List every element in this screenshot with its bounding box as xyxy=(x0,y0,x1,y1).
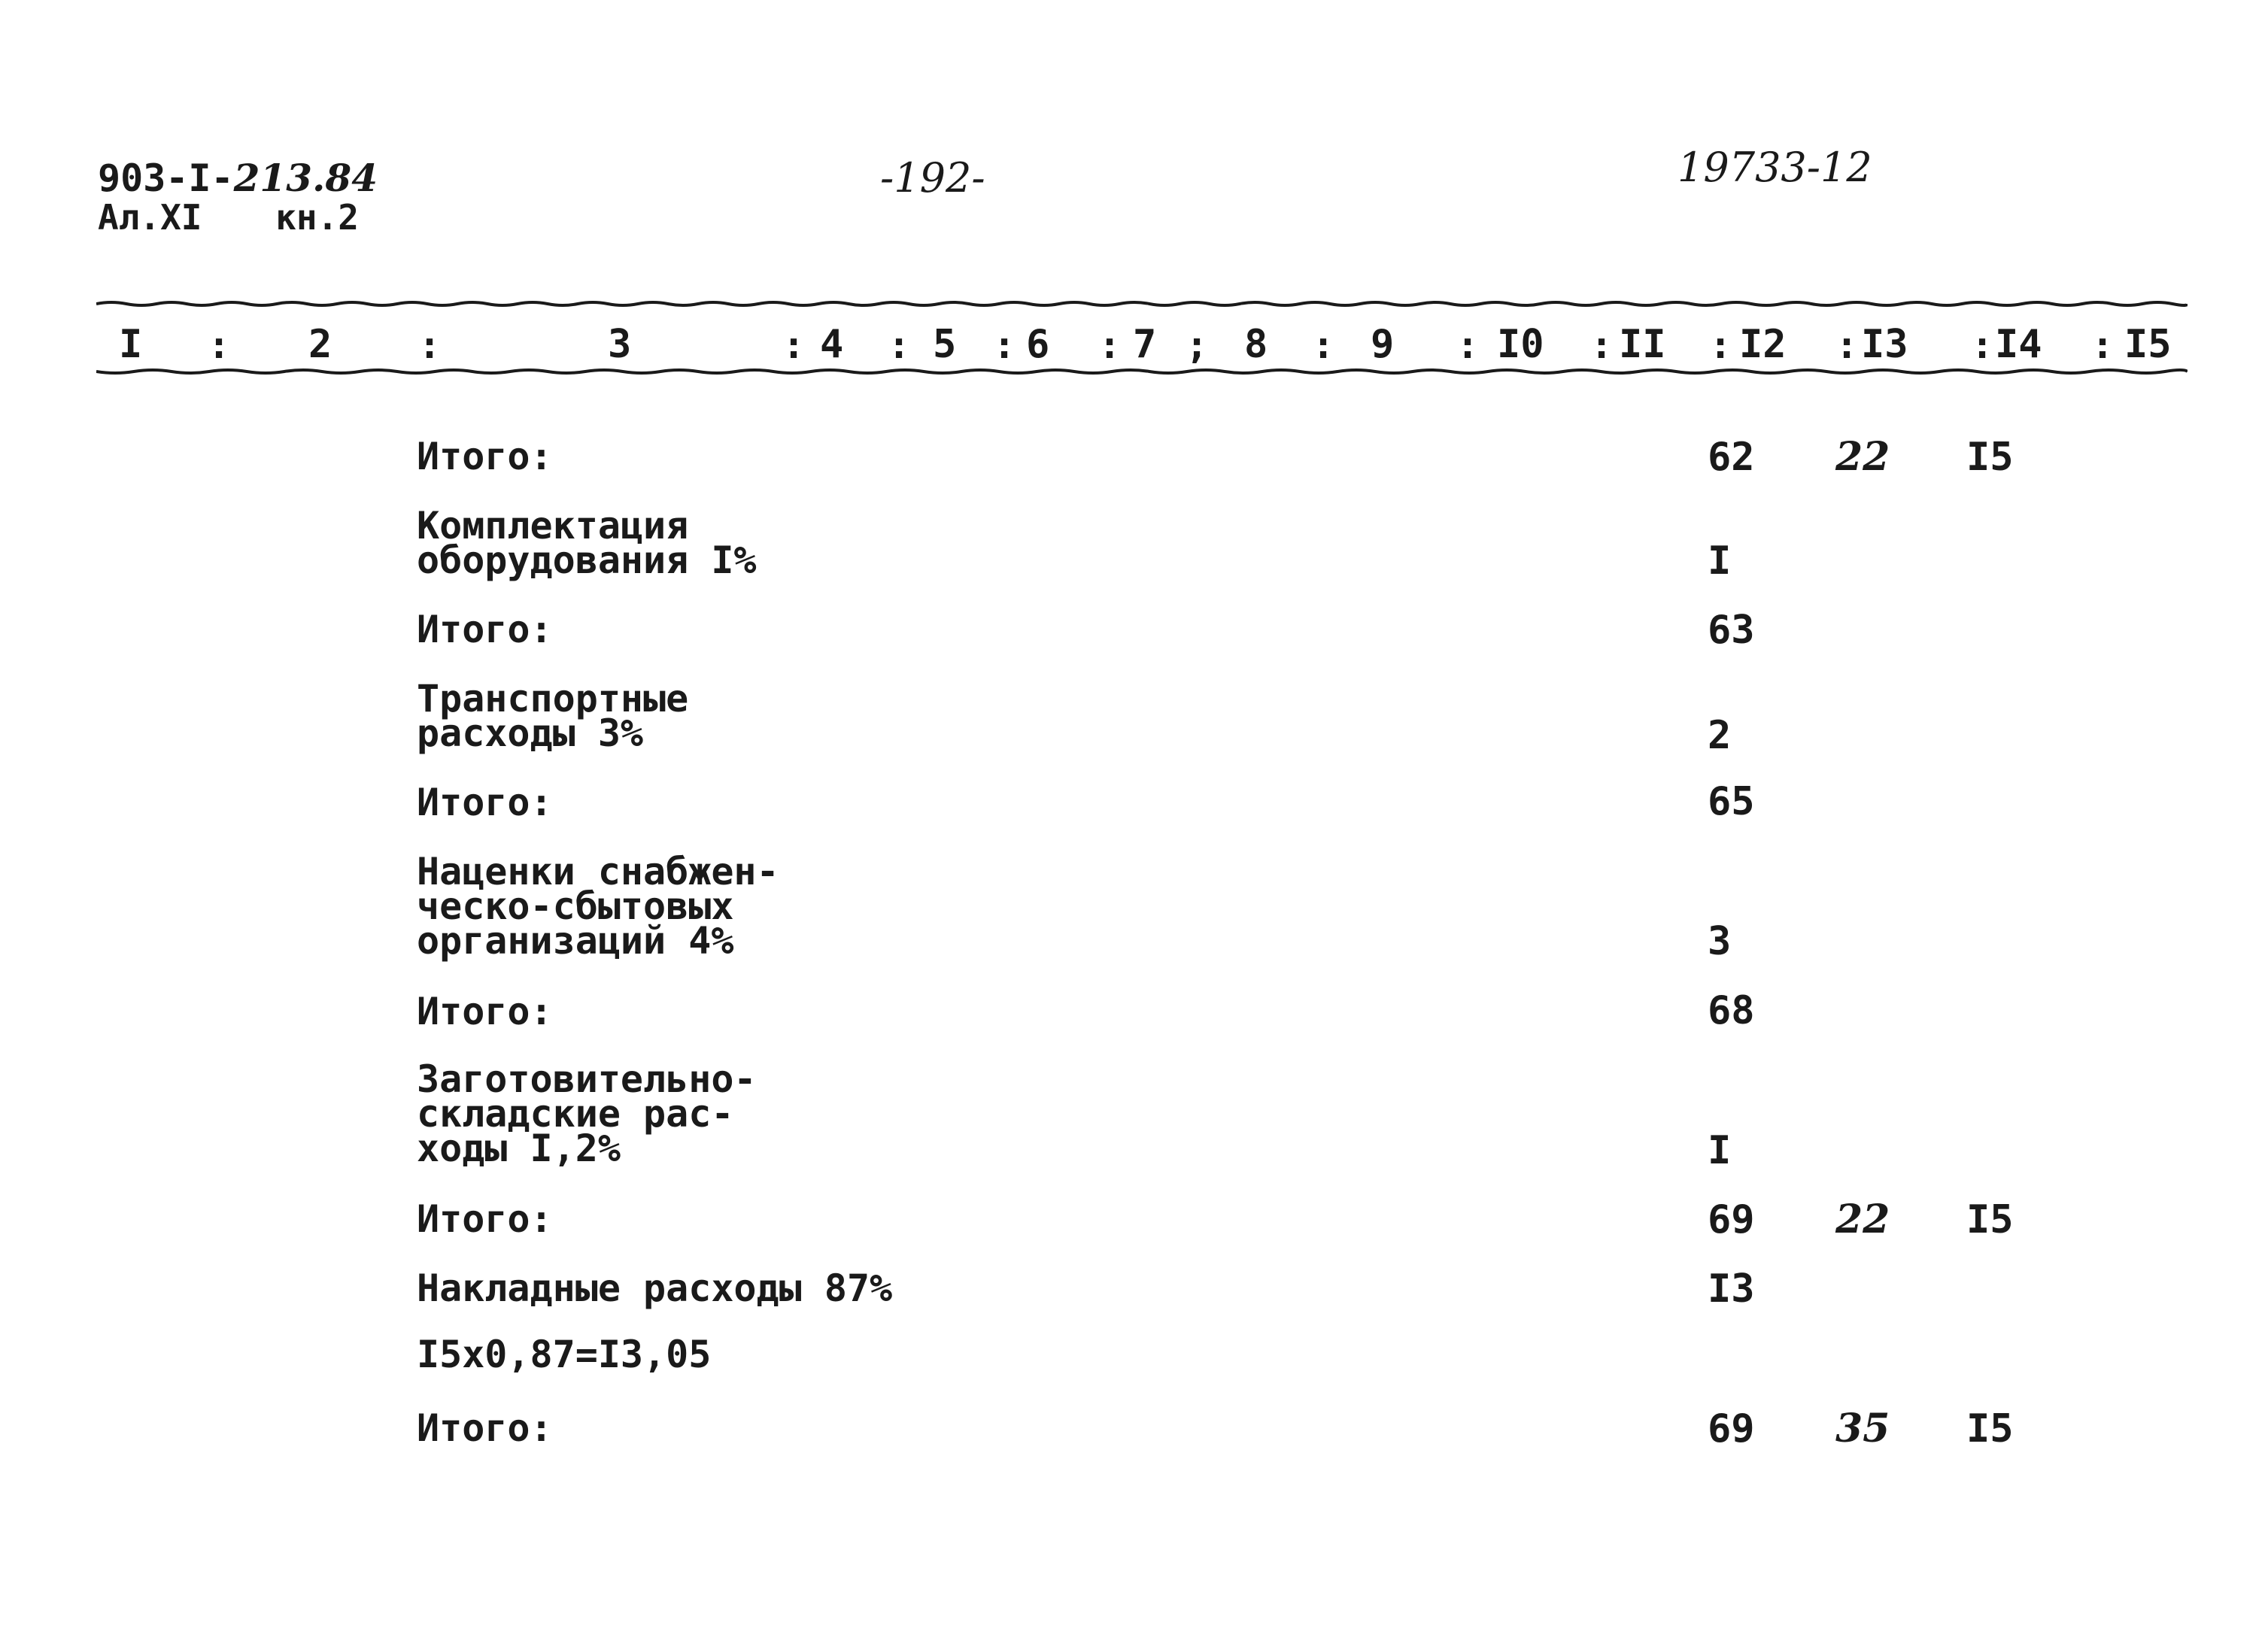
header-bottom-rule xyxy=(96,367,2188,376)
page-number: -192- xyxy=(880,154,985,202)
column-number: 6 xyxy=(1026,322,1050,367)
row-label-line: организаций 4% xyxy=(417,919,734,963)
row-label xyxy=(417,504,757,582)
cell-col12: 62 xyxy=(1708,435,1755,480)
document-code xyxy=(98,156,378,200)
column-separator: : xyxy=(418,323,442,367)
column-number: I3 xyxy=(1861,322,1908,367)
row-label-line: Накладные расходы 87% xyxy=(417,1266,893,1310)
table-top-rule xyxy=(96,299,2188,308)
row-label-line: Итого: xyxy=(417,990,553,1033)
column-number: I5 xyxy=(2124,322,2172,367)
row-label-line: расходы 3% xyxy=(417,711,644,755)
column-number: I0 xyxy=(1497,322,1544,367)
row-label-line: Комплектация xyxy=(417,504,689,547)
document-code-handwritten: 213.84 xyxy=(233,156,378,200)
cell-col12: 63 xyxy=(1708,608,1755,653)
row-label-line: Заготовительно- xyxy=(417,1057,757,1101)
row-label xyxy=(417,1406,553,1450)
row-label-line: Итого: xyxy=(417,435,553,478)
row-label-line: складские рас- xyxy=(417,1092,734,1136)
cell-col12: 68 xyxy=(1708,988,1755,1033)
cell-col12: 3 xyxy=(1708,919,1732,964)
column-number: 2 xyxy=(308,322,332,367)
column-number: 7 xyxy=(1133,322,1157,367)
cell-col12: 69 xyxy=(1708,1406,1755,1451)
row-label-line: Итого: xyxy=(417,608,553,651)
column-number: I4 xyxy=(1995,322,2042,367)
cell-col12: 2 xyxy=(1708,713,1732,758)
row-label xyxy=(417,1266,893,1310)
sheet-number: 19733-12 xyxy=(1677,144,1872,191)
row-label-line: оборудования I% xyxy=(417,538,757,582)
cell-col14: I5 xyxy=(1966,435,2014,480)
row-label xyxy=(417,1197,553,1241)
cell-col12: 69 xyxy=(1708,1197,1755,1242)
column-separator: : xyxy=(208,323,231,367)
column-number: II xyxy=(1619,322,1666,367)
row-label-line: I5x0,87=I3,05 xyxy=(417,1333,712,1376)
column-number: 8 xyxy=(1244,322,1268,367)
row-label xyxy=(417,990,553,1033)
cell-col14: I5 xyxy=(1966,1406,2014,1451)
row-label xyxy=(417,781,553,824)
cell-col13: 22 xyxy=(1835,1197,1890,1242)
column-separator: : xyxy=(1835,323,1859,367)
column-separator: : xyxy=(888,323,911,367)
album-label xyxy=(98,197,359,238)
column-separator: : xyxy=(1456,323,1480,367)
row-label xyxy=(417,850,779,963)
row-label-line: ходы I,2% xyxy=(417,1127,621,1170)
column-number: 5 xyxy=(933,322,957,367)
row-label xyxy=(417,1333,712,1376)
row-label-line: Итого: xyxy=(417,1197,553,1241)
row-label xyxy=(417,1057,757,1170)
column-separator: : xyxy=(993,323,1016,367)
column-separator: : xyxy=(1098,323,1122,367)
cell-col13: 22 xyxy=(1835,434,1890,480)
row-label xyxy=(417,677,689,755)
document-code-prefix: 903-I- xyxy=(98,156,234,200)
column-separator: : xyxy=(1590,323,1614,367)
cell-col12: I xyxy=(1708,538,1732,584)
column-separator: ; xyxy=(1186,323,1209,367)
row-label-line: Наценки снабжен- xyxy=(417,850,779,893)
row-label xyxy=(417,608,553,651)
cell-col12: I3 xyxy=(1708,1266,1755,1312)
cell-col12: 65 xyxy=(1708,779,1755,824)
row-label-line: Итого: xyxy=(417,1406,553,1450)
cell-col13: 35 xyxy=(1835,1406,1890,1451)
cell-col12: I xyxy=(1708,1128,1732,1173)
column-number: I2 xyxy=(1739,322,1787,367)
column-separator: : xyxy=(1971,323,1994,367)
column-number: 4 xyxy=(820,322,844,367)
cell-col14: I5 xyxy=(1966,1197,2014,1242)
row-label-line: Итого: xyxy=(417,781,553,824)
column-separator: : xyxy=(782,323,806,367)
row-label xyxy=(417,435,553,478)
album-text: Ал.XI xyxy=(98,197,202,238)
book-text: кн.2 xyxy=(275,197,359,238)
column-number: 3 xyxy=(608,322,632,367)
row-label-line: ческо-сбытовых xyxy=(417,884,734,928)
column-separator: : xyxy=(1312,323,1335,367)
column-separator: : xyxy=(2091,323,2115,367)
row-label-line: Транспортные xyxy=(417,677,689,720)
column-number: I xyxy=(119,322,143,367)
column-separator: : xyxy=(1709,323,1732,367)
column-number: 9 xyxy=(1371,322,1395,367)
